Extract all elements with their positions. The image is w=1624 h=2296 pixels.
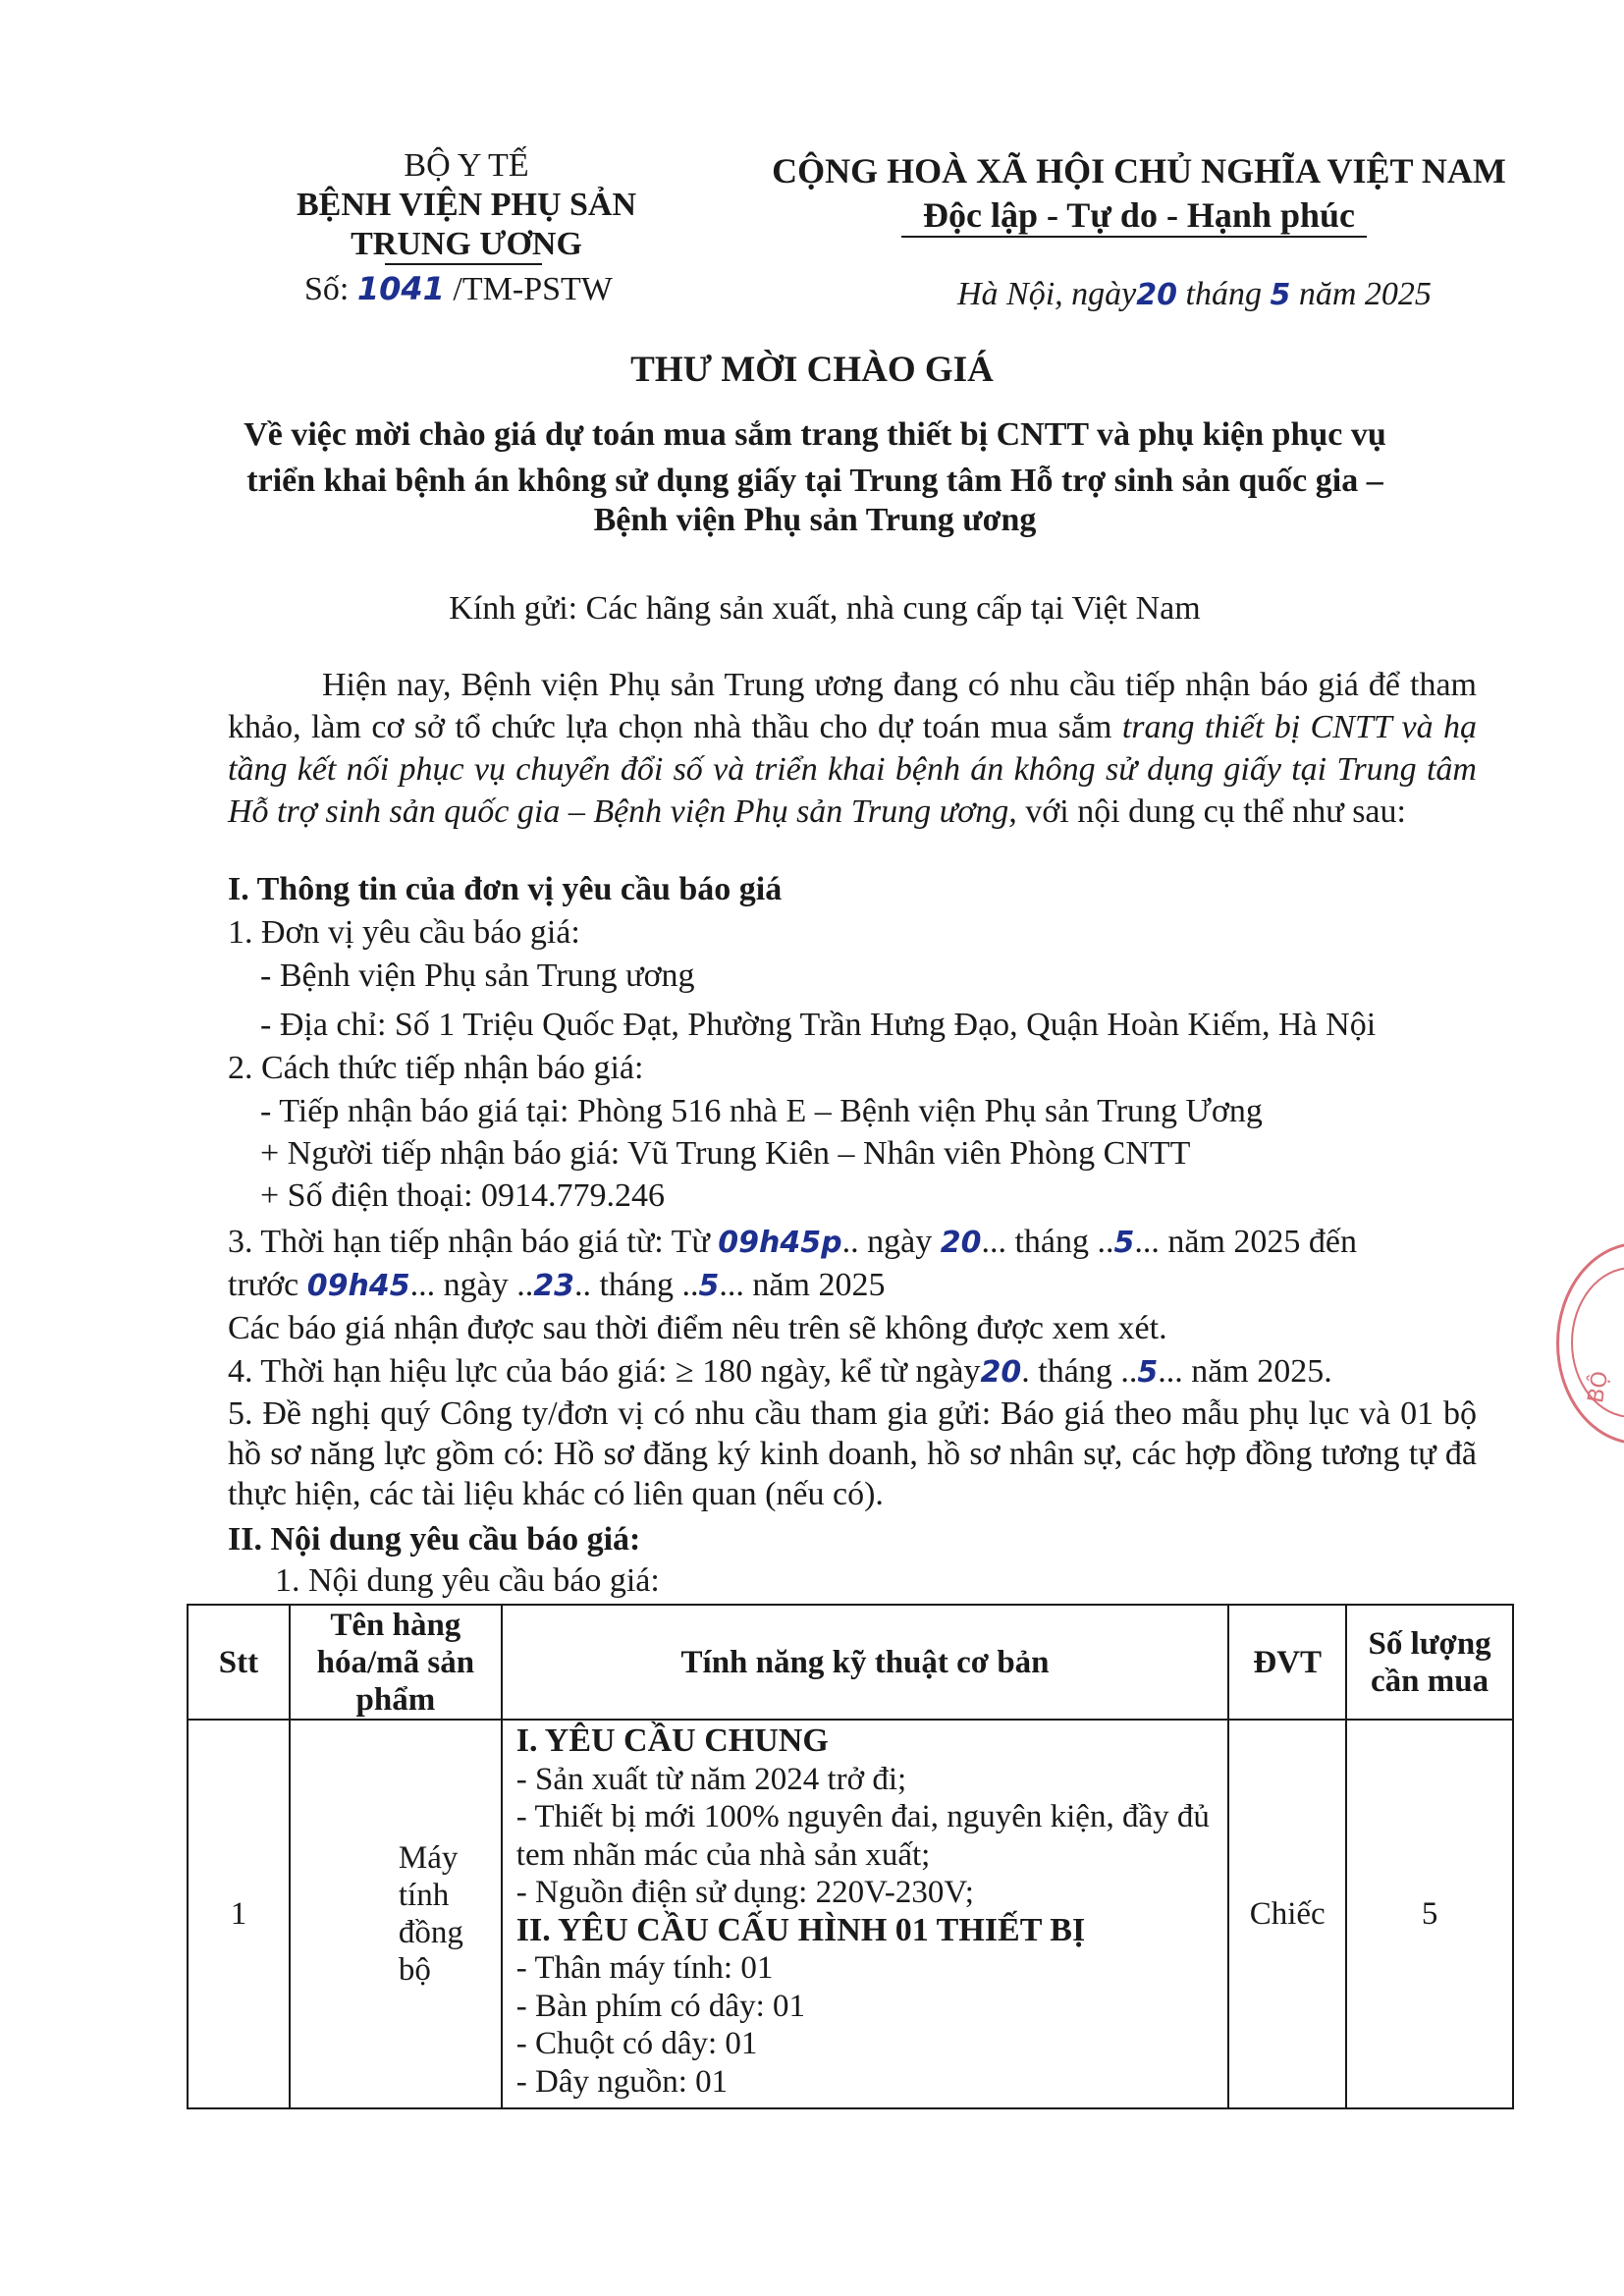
stamp-text: BỘ (1584, 1369, 1614, 1405)
motto-underline (901, 236, 1367, 238)
header-unit: ĐVT (1228, 1605, 1346, 1720)
ministry-name: BỘ Y TẾ (404, 147, 529, 184)
intro-italic: trang thiết bị CNTT và hạ tầng kết nối phục vụ chuyển đổi số và triển khai bệnh án không sử dụng giấy tại Trung tâm Hỗ trợ sinh sản quốc gia – Bệnh viện Phụ sản Trung ương, (228, 709, 1477, 830)
month-to-handwritten: 5 (698, 1269, 720, 1303)
item3-text2: .. ngày (841, 1224, 933, 1260)
letter-subject-line3: Bệnh viện Phụ sản Trung ương (593, 502, 1037, 538)
item3-text5: trước (228, 1267, 299, 1303)
spec-heading-config: II. YÊU CẦU CẤU HÌNH 01 THIẾT BỊ (515, 1911, 1086, 1948)
section2-item1: 1. Nội dung yêu cầu báo giá: (275, 1562, 660, 1599)
time-from-handwritten: 09h45p (718, 1226, 842, 1260)
date-day-handwritten: 20 (1136, 278, 1178, 312)
section1-item4 (228, 1350, 1332, 1394)
unit-address: - Địa chỉ: Số 1 Triệu Quốc Đạt, Phường Trần Hưng Đạo, Quận Hoàn Kiếm, Hà Nội (260, 1007, 1377, 1043)
national-motto: Độc lập - Tự do - Hạnh phúc (922, 195, 1356, 235)
receiver-phone: + Số điện thoại: 0914.779.246 (260, 1177, 666, 1214)
item3-text3: ... tháng .. (981, 1224, 1114, 1260)
item3-text4: ... năm 2025 đến (1134, 1224, 1358, 1260)
item3-text6: ... ngày .. (409, 1267, 534, 1303)
header-stt: Stt (188, 1605, 290, 1720)
row-quantity: 5 (1346, 1720, 1513, 2108)
validity-day-handwritten: 20 (980, 1355, 1022, 1390)
intro-paragraph (228, 664, 1477, 833)
table-row (188, 1720, 1513, 2108)
section2-heading: II. Nội dung yêu cầu báo giá: (228, 1521, 641, 1558)
section1-item3-line1 (228, 1221, 1357, 1265)
date-mid: tháng (1185, 276, 1262, 312)
recipient: Kính gửi: Các hãng sản xuất, nhà cung cấp tại Việt Nam (449, 590, 1201, 627)
item3-text1: 3. Thời hạn tiếp nhận báo giá từ: Từ (228, 1224, 710, 1260)
section1-item2: 2. Cách thức tiếp nhận báo giá: (228, 1050, 644, 1086)
spec-line: - Sản xuất từ năm 2024 trở đi; (515, 1761, 907, 1797)
section1-item5: 5. Đề nghị quý Công ty/đơn vị có nhu cầu tham gia gửi: Báo giá theo mẫu phụ lục và 01 bộ hồ sơ năng lực gồm có: Hồ sơ đăng ký kinh doanh, hồ sơ nhân sự, các hợp đồng tương tự đã thực hiện, các tài liệu khác có liên quan (nếu có). (228, 1395, 1477, 1512)
intro-part1: Hiện nay, Bệnh viện Phụ sản Trung ương đang có nhu cầu tiếp nhận báo giá để tham khảo, làm cơ sở tổ chức lựa chọn nhà thầu cho dự toán mua sắm (228, 667, 1477, 745)
doc-no-suffix: /TM-PSTW (453, 271, 613, 307)
receiver-name: + Người tiếp nhận báo giá: Vũ Trung Kiên – Nhân viên Phòng CNTT (260, 1135, 1191, 1172)
section1-heading: I. Thông tin của đơn vị yêu cầu báo giá (228, 871, 783, 907)
date-suffix: năm 2025 (1298, 276, 1432, 312)
item3-text8: ... năm 2025 (719, 1267, 886, 1303)
nation-name: CỘNG HOÀ XÃ HỘI CHỦ NGHĨA VIỆT NAM (772, 151, 1506, 191)
day-to-handwritten: 23 (533, 1269, 574, 1303)
spec-line: - Thân máy tính: 01 (515, 1950, 774, 1986)
row-product-name: Máy tính đồng bộ (290, 1720, 502, 2108)
spec-line: - Nguồn điện sử dụng: 220V-230V; (515, 1875, 974, 1910)
row-stt: 1 (188, 1720, 290, 2108)
month-from-handwritten: 5 (1113, 1226, 1135, 1260)
item3-text7: .. tháng .. (573, 1267, 699, 1303)
spec-line: - Chuột có dây: 01 (515, 2026, 758, 2061)
requesting-unit: - Bệnh viện Phụ sản Trung ương (260, 957, 695, 994)
receive-place: - Tiếp nhận báo giá tại: Phòng 516 nhà E – Bệnh viện Phụ sản Trung Ương (260, 1093, 1263, 1129)
header-quantity: Số lượng cần mua (1346, 1605, 1513, 1720)
day-from-handwritten: 20 (940, 1226, 982, 1260)
section1-item1: 1. Đơn vị yêu cầu báo giá: (228, 914, 580, 951)
intro-part2: với nội dung cụ thể như sau: (1016, 793, 1406, 830)
document-number (304, 267, 613, 311)
row-unit: Chiếc (1228, 1720, 1346, 2108)
doc-no-prefix: Số: (304, 271, 350, 307)
late-note: Các báo giá nhận được sau thời điểm nêu trên sẽ không được xem xét. (228, 1310, 1167, 1346)
letter-subject-line2: triển khai bệnh án không sử dụng giấy tại Trung tâm Hỗ trợ sinh sản quốc gia – (246, 463, 1383, 499)
spec-heading-general: I. YÊU CẦU CHUNG (515, 1722, 829, 1759)
row-technical-spec (502, 1720, 1228, 2108)
header-technical-spec: Tính năng kỹ thuật cơ bản (502, 1605, 1228, 1720)
letter-title: THƯ MỜI CHÀO GIÁ (630, 350, 994, 390)
hospital-name-line2: TRUNG ƯƠNG (351, 226, 582, 262)
validity-month-handwritten: 5 (1137, 1355, 1159, 1390)
date-prefix: Hà Nội, ngày (957, 276, 1137, 312)
item4-text2: . tháng .. (1021, 1353, 1138, 1390)
requirements-table (187, 1604, 1514, 2109)
issue-date (957, 273, 1432, 317)
header-product-name: Tên hàng hóa/mã sản phẩm (290, 1605, 502, 1720)
item4-text1: 4. Thời hạn hiệu lực của báo giá: ≥ 180 ngày, kể từ ngày (228, 1353, 981, 1390)
item4-text3: ... năm 2025. (1158, 1353, 1332, 1390)
time-to-handwritten: 09h45 (306, 1269, 410, 1303)
table-header-row (188, 1605, 1513, 1720)
section1-item3-line2 (228, 1264, 885, 1308)
spec-line: - Dây nguồn: 01 (515, 2063, 729, 2100)
header-left-underline (385, 263, 542, 265)
spec-line: - Thiết bị mới 100% nguyên đai, nguyên kiện, đầy đủ tem nhãn mác của nhà sản xuất; (515, 1799, 1210, 1873)
date-month-handwritten: 5 (1270, 278, 1291, 312)
letter-subject-line1: Về việc mời chào giá dự toán mua sắm trang thiết bị CNTT và phụ kiện phục vụ (244, 416, 1386, 453)
hospital-name-line1: BỆNH VIỆN PHỤ SẢN (296, 187, 637, 223)
doc-no-handwritten: 1041 (356, 270, 445, 307)
spec-line: - Bàn phím có dây: 01 (515, 1988, 805, 2024)
